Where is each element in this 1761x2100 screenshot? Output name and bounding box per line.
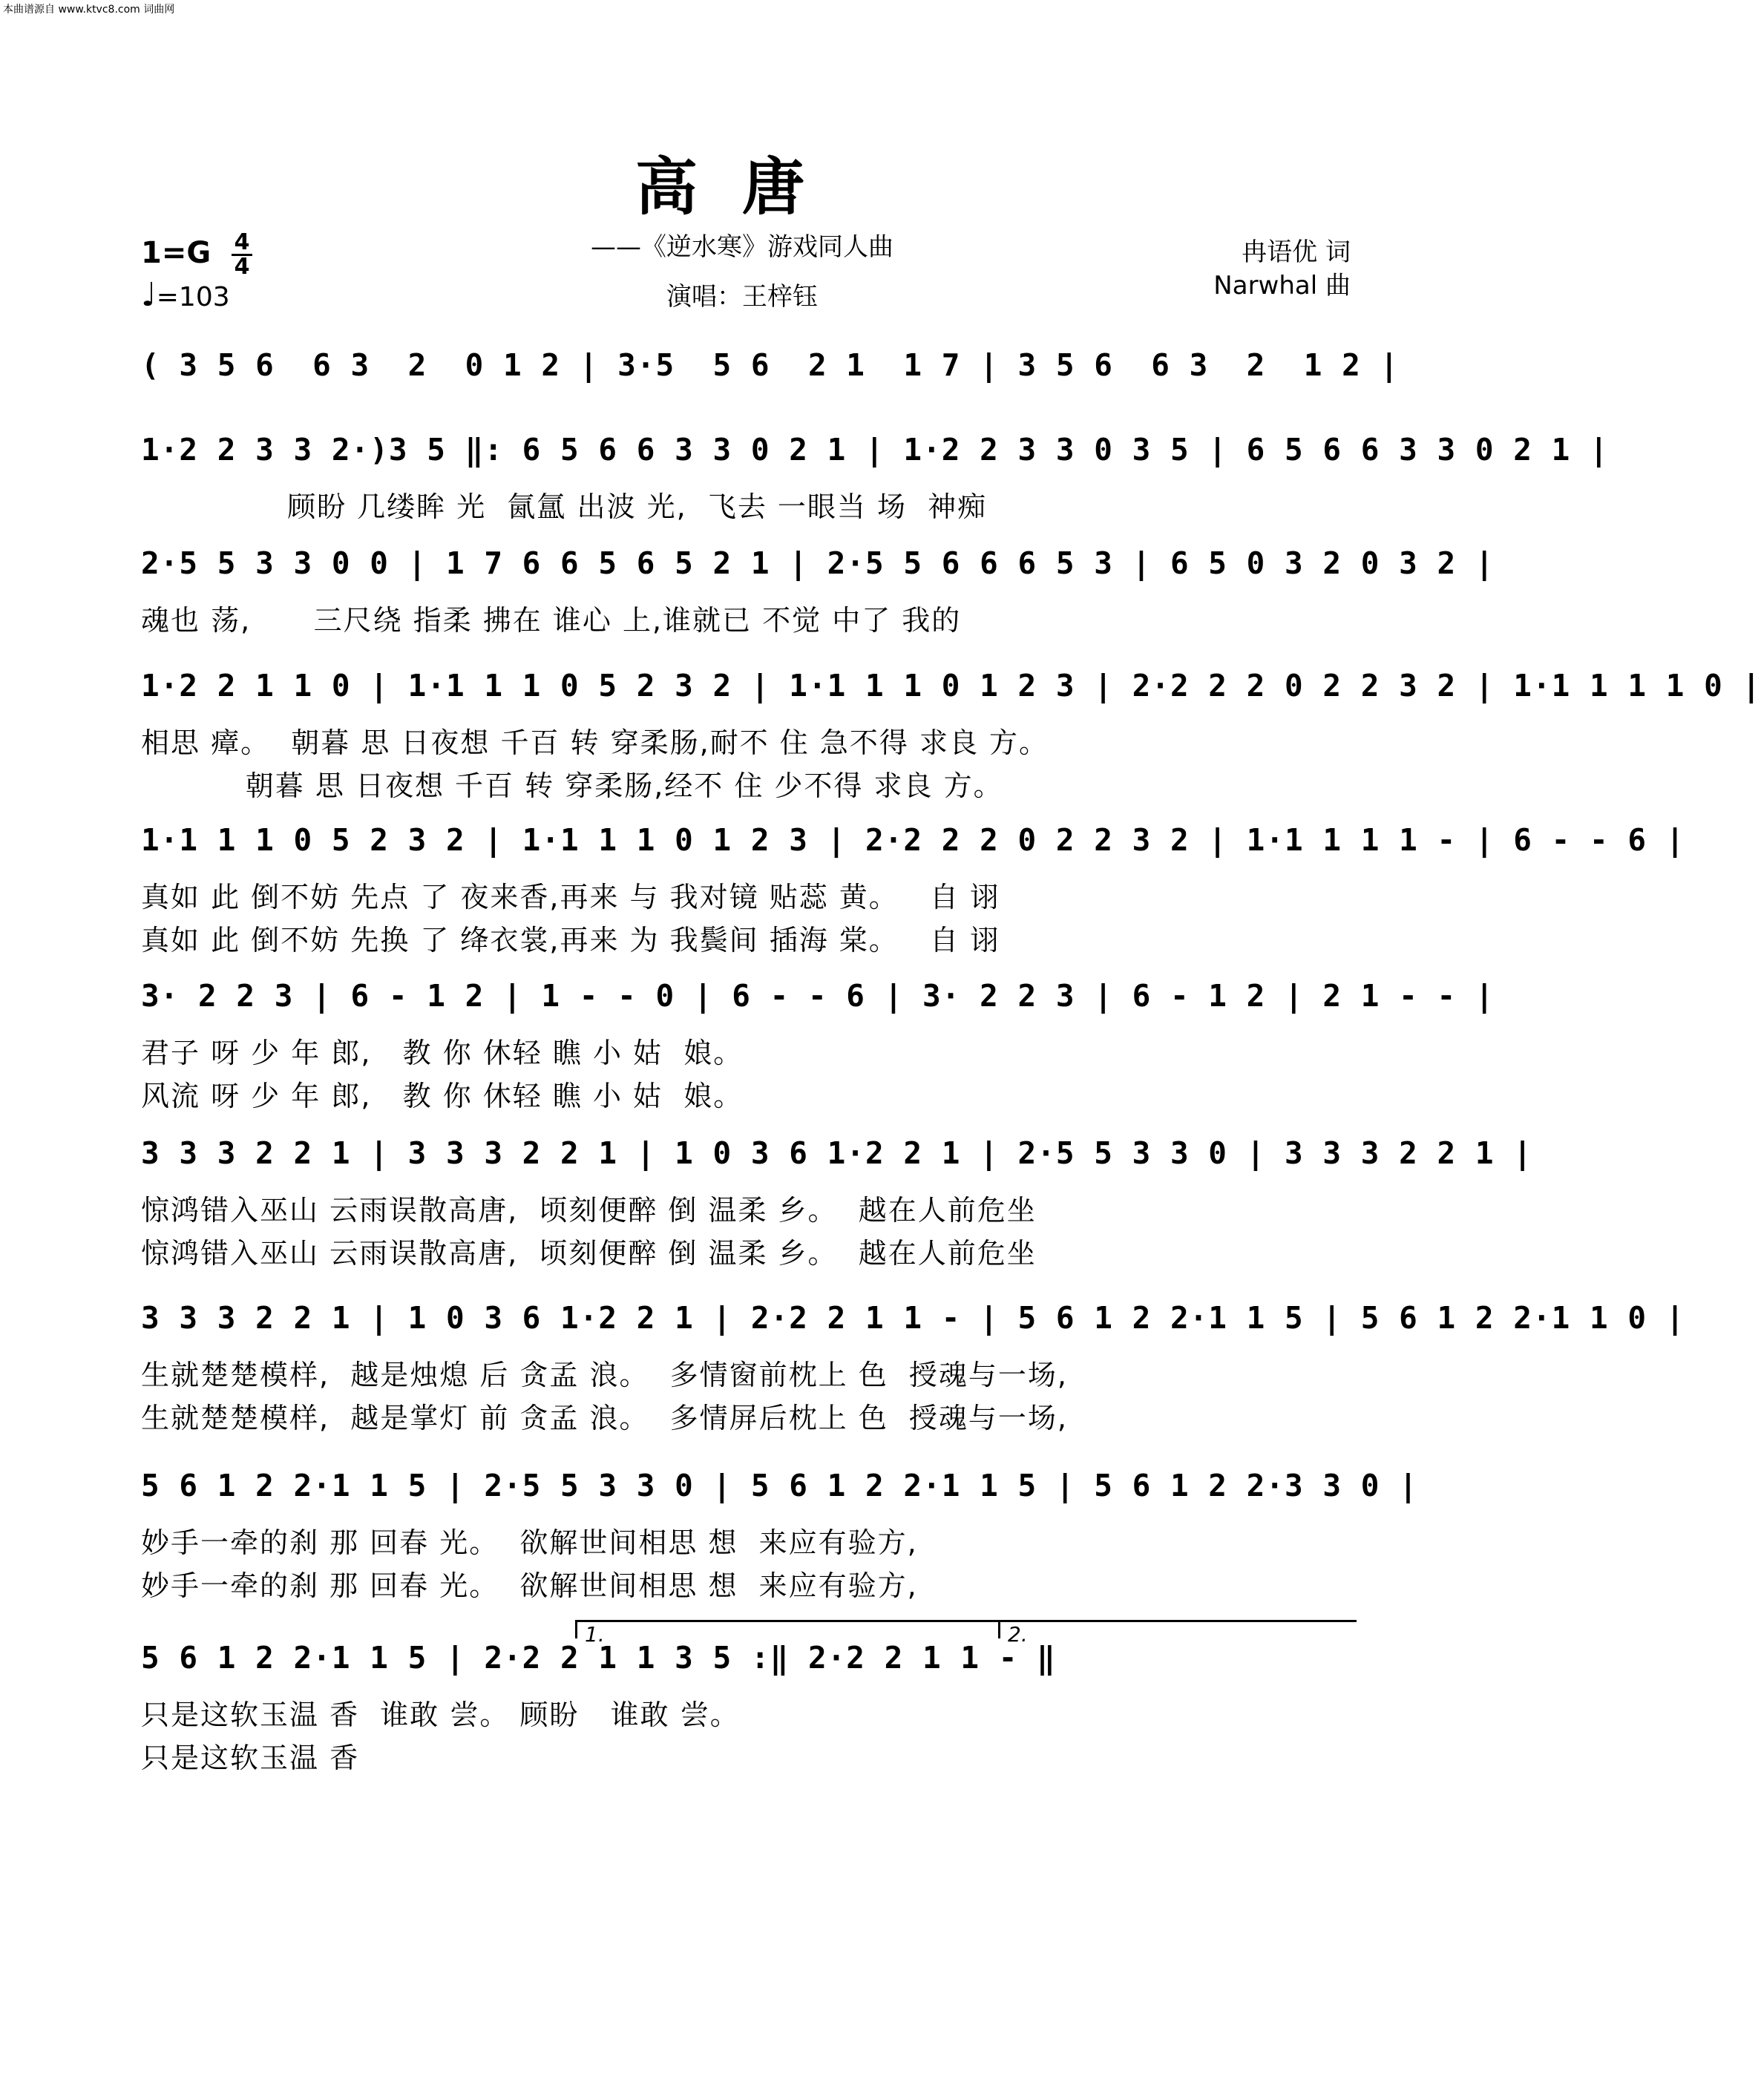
song-subtitle: ——《逆水寒》游戏同人曲	[591, 232, 893, 262]
lyric-line: 惊鸿错入巫山 云雨误散高唐, 顷刻便醉 倒 温柔 乡。 越在人前危坐	[141, 1237, 1037, 1270]
key-signature: 1=G	[141, 236, 211, 270]
notation-line: 2·5 5 3 3 0 0 | 1 7 6 6 5 6 5 2 1 | 2·5 5 6 6 6 5 3 | 6 5 0 3 2 0 3 2 |	[141, 545, 1495, 581]
notation-line: 1·2 2 1 1 0 | 1·1 1 1 0 5 2 3 2 | 1·1 1 1 0 1 2 3 | 2·2 2 2 0 2 2 3 2 | 1·1 1 1 1 0 |	[141, 668, 1761, 703]
lyric-line: 妙手一牵的刹 那 回春 光。 欲解世间相思 想 来应有验方,	[141, 1569, 918, 1602]
notation-line: 5 6 1 2 2·1 1 5 | 2·5 5 3 3 0 | 5 6 1 2 2·1 1 5 | 5 6 1 2 2·3 3 0 |	[141, 1468, 1418, 1503]
notation-line: 3 3 3 2 2 1 | 3 3 3 2 2 1 | 1 0 3 6 1·2 2 1 | 2·5 5 3 3 0 | 3 3 3 2 2 1 |	[141, 1135, 1532, 1171]
lyric-line: 惊鸿错入巫山 云雨误散高唐, 顷刻便醉 倒 温柔 乡。 越在人前危坐	[141, 1194, 1037, 1227]
notation-line: 1·1 1 1 0 5 2 3 2 | 1·1 1 1 0 1 2 3 | 2·2 2 2 0 2 2 3 2 | 1·1 1 1 1 - | 6 - - 6 |	[141, 822, 1685, 858]
lyric-line: 君子 呀 少 年 郎, 教 你 休轻 瞧 小 姑 娘。	[141, 1037, 744, 1069]
notation-line: 1·2 2 3 3 2·)3 5 ‖: 6 5 6 6 3 3 0 2 1 | 1·2 2 3 3 0 3 5 | 6 5 6 6 3 3 0 2 1 |	[141, 432, 1609, 467]
notation-line: 3 3 3 2 2 1 | 1 0 3 6 1·2 2 1 | 2·2 2 1 1 - | 5 6 1 2 2·1 1 5 | 5 6 1 2 2·1 1 0 |	[141, 1300, 1685, 1336]
lyric-line: 朝暮 思 日夜想 千百 转 穿柔肠,经不 住 少不得 求良 方。	[141, 770, 1003, 802]
lyric-line: 生就楚楚模样, 越是烛熄 后 贪孟 浪。 多情窗前枕上 色 授魂与一场,	[141, 1359, 1068, 1391]
lyricist-credit: 冉语优 词	[1242, 237, 1351, 267]
lyric-line: 生就楚楚模样, 越是掌灯 前 贪孟 浪。 多情屏后枕上 色 授魂与一场,	[141, 1402, 1068, 1434]
notation-line: 3· 2 2 3 | 6 - 1 2 | 1 - - 0 | 6 - - 6 | 3· 2 2 3 | 6 - 1 2 | 2 1 - - |	[141, 978, 1495, 1014]
volta-first-label: 1.	[585, 1622, 605, 1647]
volta-second-label: 2.	[1008, 1622, 1028, 1647]
lyric-line: 只是这软玉温 香	[141, 1742, 360, 1774]
lyric-line: 真如 此 倒不妨 先点 了 夜来香,再来 与 我对镜 贴蕊 黄。 自 诩	[141, 881, 1000, 913]
song-title: 高唐	[634, 150, 849, 223]
lyric-line: 顾盼 几缕眸 光 氤氲 出波 光, 飞去 一眼当 场 神痴	[141, 490, 988, 523]
volta-first-ending	[575, 1620, 1000, 1647]
quarter-note-icon: ♩	[141, 276, 157, 314]
lyric-line: 真如 此 倒不妨 先换 了 绛衣裳,再来 为 我鬓间 插海 棠。 自 诩	[141, 924, 1000, 957]
time-signature	[232, 229, 252, 280]
lyric-line: 只是这软玉温 香 谁敢 尝。 顾盼 谁敢 尝。	[141, 1699, 740, 1731]
lyric-line: 魂也 荡, 三尺绕 指柔 拂在 谁心 上,谁就已 不觉 中了 我的	[141, 604, 962, 637]
tempo-value: =103	[156, 282, 230, 312]
notation-line: 5 6 1 2 2·1 1 5 | 2·2 2 1 1 3 5 :‖ 2·2 2 1 1 - ‖	[141, 1640, 1056, 1676]
time-denominator: 4	[234, 254, 250, 280]
lyric-line: 妙手一牵的刹 那 回春 光。 欲解世间相思 想 来应有验方,	[141, 1526, 918, 1559]
time-numerator: 4	[234, 229, 250, 255]
composer-credit: Narwhal 曲	[1213, 271, 1351, 301]
site-note: 本曲谱源自 www.ktvc8.com 词曲网	[3, 4, 175, 16]
tempo-mark	[141, 276, 230, 314]
lyric-line: 相思 瘴。 朝暮 思 日夜想 千百 转 穿柔肠,耐不 住 急不得 求良 方。	[141, 726, 1049, 759]
notation-line: ( 3 5 6 6 3 2 0 1 2 | 3·5 5 6 2 1 1 7 | 3 5 6 6 3 2 1 2 |	[141, 347, 1400, 383]
volta-second-ending	[998, 1620, 1357, 1647]
singer-credit: 演唱：王梓钰	[666, 282, 818, 312]
lyric-line: 风流 呀 少 年 郎, 教 你 休轻 瞧 小 姑 娘。	[141, 1080, 744, 1112]
